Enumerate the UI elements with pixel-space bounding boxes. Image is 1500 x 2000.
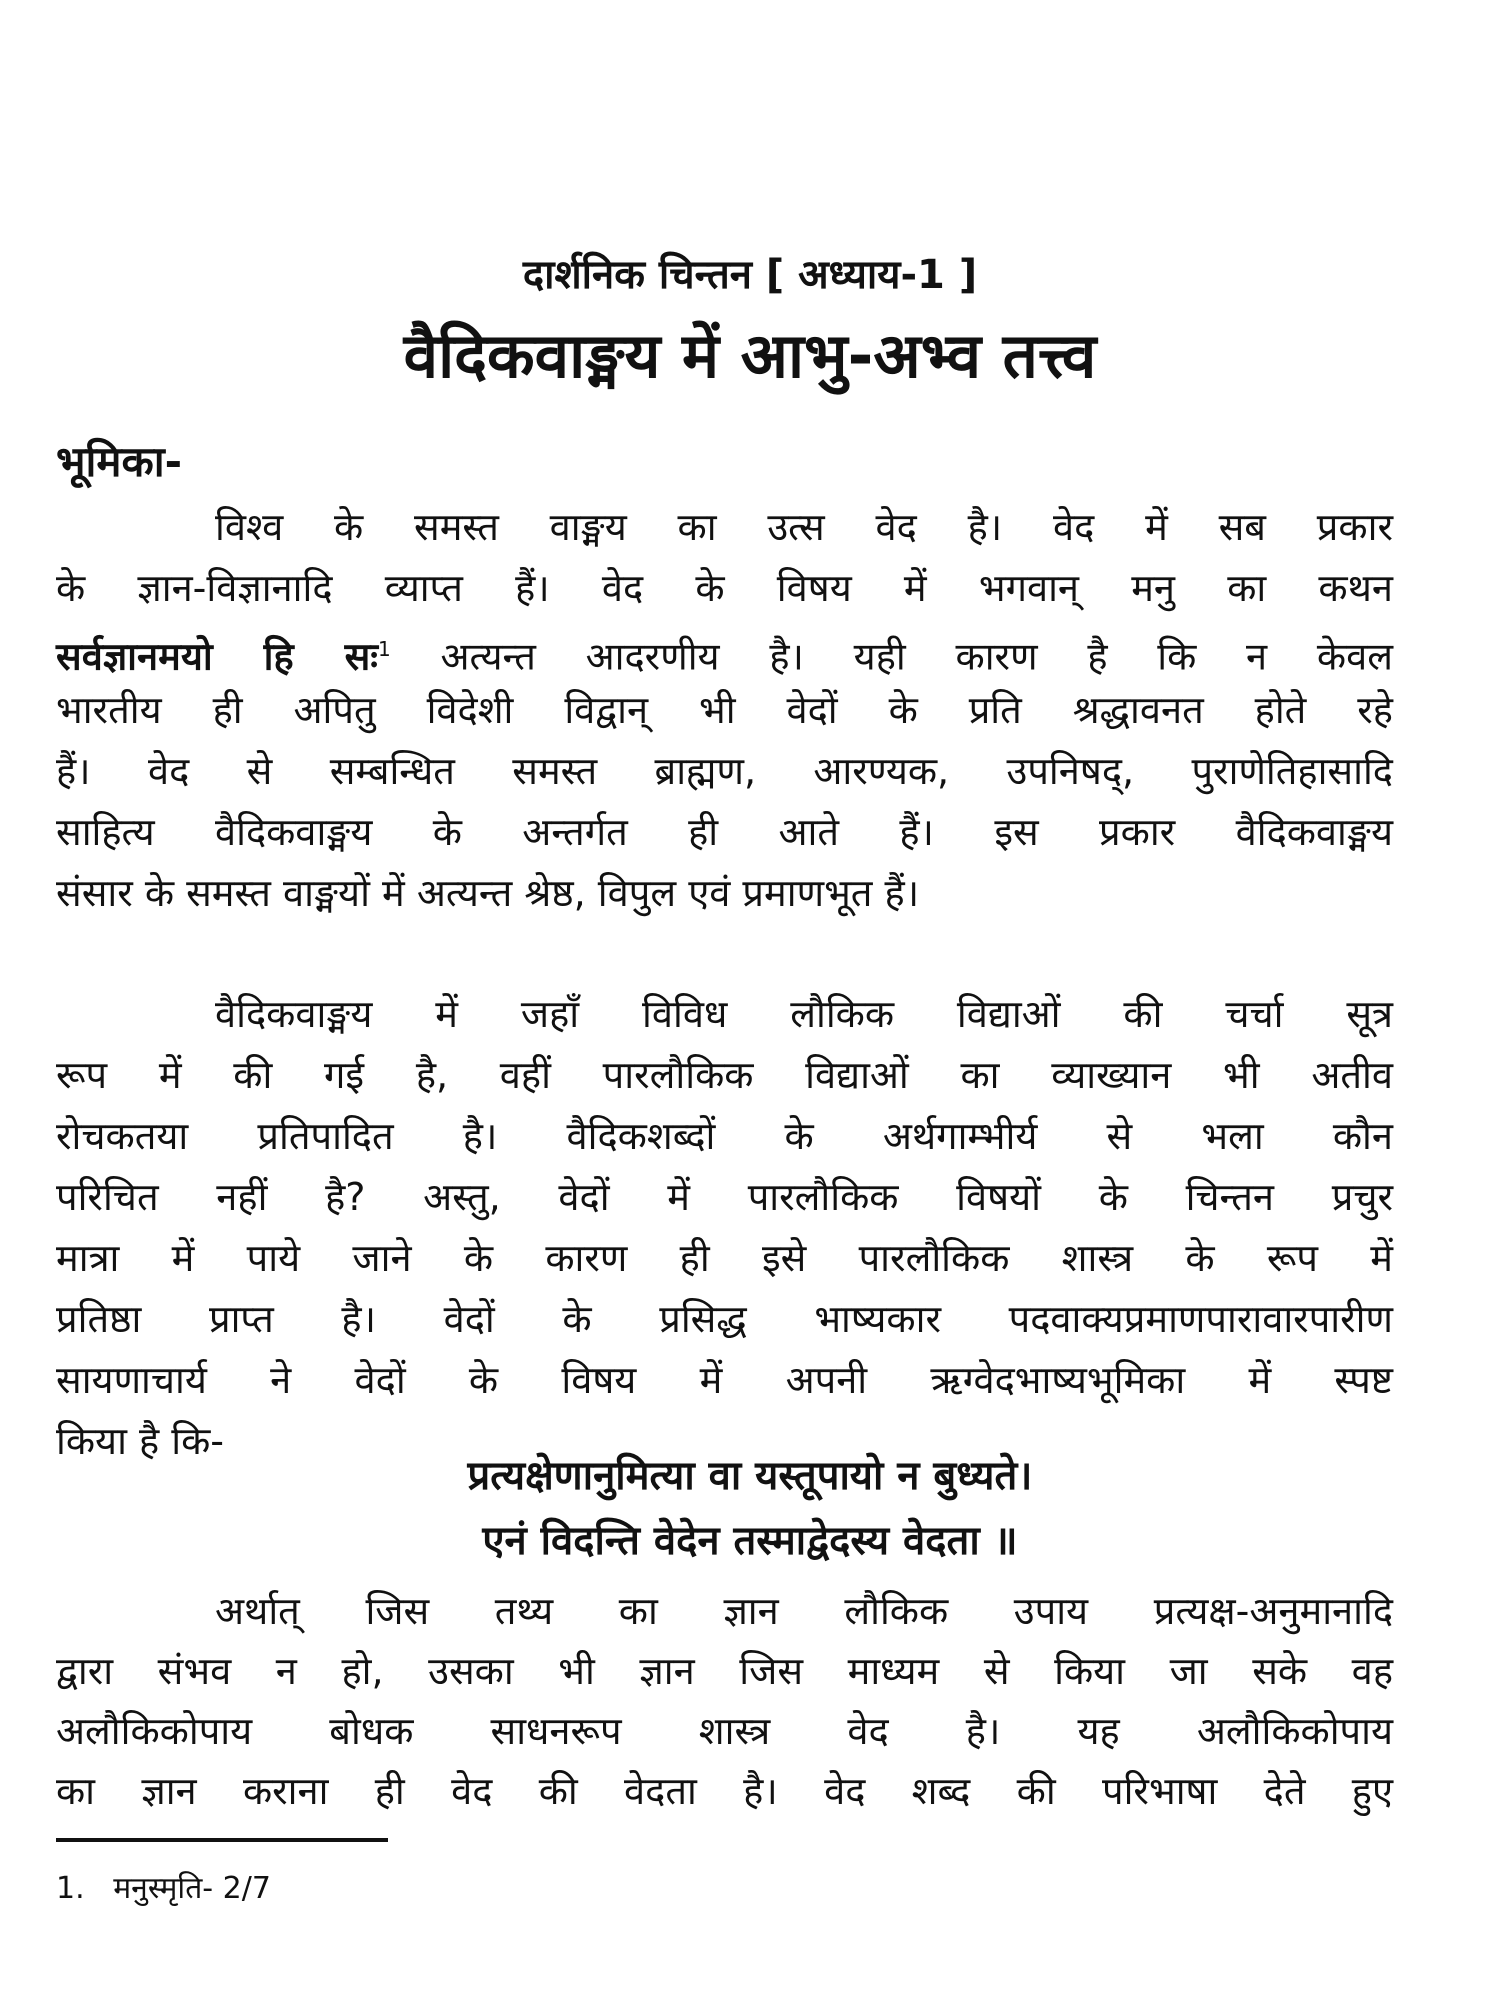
- footnote-number: 1.: [56, 1871, 85, 1906]
- paragraph-line: साहित्य वैदिकवाङ्मय के अन्तर्गत ही आते हैं। इस प्रकार वैदिकवाङ्मय: [56, 810, 1393, 854]
- paragraph-line: विश्व के समस्त वाङ्मय का उत्स वेद है। वेद में सब प्रकार: [215, 505, 1393, 549]
- chapter-title: वैदिकवाङ्मय में आभु-अभ्व तत्त्व: [403, 319, 1097, 392]
- paragraph-line: का ज्ञान कराना ही वेद की वेदता है। वेद शब्द की परिभाषा देते हुए: [56, 1769, 1393, 1813]
- paragraph-text: अत्यन्त आदरणीय है। यही कारण है कि न केवल: [390, 634, 1393, 679]
- paragraph-line: प्रतिष्ठा प्राप्त है। वेदों के प्रसिद्ध भाष्यकार पदवाक्यप्रमाणपारावारपारीण: [56, 1297, 1393, 1341]
- bold-quote: सर्वज्ञानमयो हि सः: [56, 634, 378, 679]
- verse-line: प्रत्यक्षेणानुमित्या वा यस्तूपायो न बुध्यते।: [467, 1453, 1033, 1499]
- section-heading: भूमिका-: [56, 437, 183, 486]
- footnote-ref[interactable]: 1: [377, 637, 391, 661]
- footnote: [56, 1866, 271, 1907]
- paragraph-line: संसार के समस्त वाङ्मयों में अत्यन्त श्रेष्ठ, विपुल एवं प्रमाणभूत हैं।: [56, 871, 920, 915]
- paragraph-line: रूप में की गई है, वहीं पारलौकिक विद्याओं का व्याख्यान भी अतीव: [56, 1053, 1393, 1097]
- paragraph-line: के ज्ञान-विज्ञानादि व्याप्त हैं। वेद के विषय में भगवान् मनु का कथन: [56, 566, 1393, 610]
- paragraph-line: किया है कि-: [56, 1419, 224, 1463]
- chapter-subtitle: दार्शनिक चिन्तन [ अध्याय-1 ]: [522, 252, 978, 298]
- verse-line: एनं विदन्ति वेदेन तस्माद्वेदस्य वेदता ॥: [482, 1518, 1018, 1564]
- paragraph-line: भारतीय ही अपितु विदेशी विद्वान् भी वेदों के प्रति श्रद्धावनत होते रहे: [56, 688, 1393, 732]
- paragraph-line: द्वारा संभव न हो, उसका भी ज्ञान जिस माध्यम से किया जा सके वह: [56, 1649, 1393, 1693]
- paragraph-line: [56, 624, 1393, 679]
- paragraph-line: परिचित नहीं है? अस्तु, वेदों में पारलौकिक विषयों के चिन्तन प्रचुर: [56, 1175, 1393, 1219]
- paragraph-line: मात्रा में पाये जाने के कारण ही इसे पारलौकिक शास्त्र के रूप में: [56, 1236, 1393, 1280]
- paragraph-line: अलौकिकोपाय बोधक साधनरूप शास्त्र वेद है। यह अलौकिकोपाय: [56, 1709, 1393, 1753]
- footnote-divider: [56, 1838, 388, 1842]
- paragraph-line: हैं। वेद से सम्बन्धित समस्त ब्राह्मण, आरण्यक, उपनिषद्, पुराणेतिहासादि: [56, 749, 1393, 793]
- paragraph-line: वैदिकवाङ्मय में जहाँ विविध लौकिक विद्याओं की चर्चा सूत्र: [215, 992, 1393, 1036]
- paragraph-line: सायणाचार्य ने वेदों के विषय में अपनी ऋग्वेदभाष्यभूमिका में स्पष्ट: [56, 1358, 1393, 1402]
- paragraph-line: अर्थात् जिस तथ्य का ज्ञान लौकिक उपाय प्रत्यक्ष-अनुमानादि: [215, 1589, 1393, 1633]
- paragraph-line: रोचकतया प्रतिपादित है। वैदिकशब्दों के अर्थगाम्भीर्य से भला कौन: [56, 1114, 1393, 1158]
- footnote-text: मनुस्मृति- 2/7: [113, 1871, 271, 1906]
